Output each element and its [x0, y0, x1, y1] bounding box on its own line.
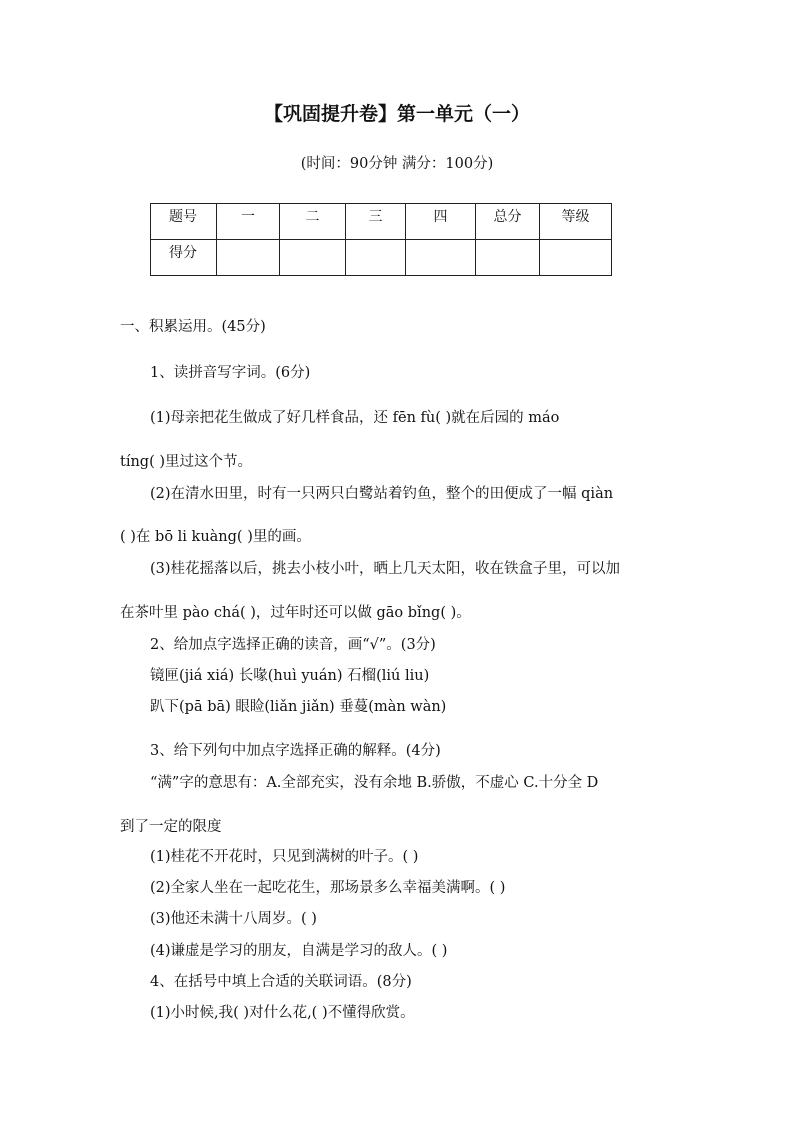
score-table-header: 一: [217, 204, 280, 240]
question-line: (2)在清水田里，时有一只两只白鹭站着钓鱼，整个的田便成了一幅 qiàn: [150, 486, 614, 502]
question-heading: 4、在括号中填上合适的关联词语。(8分): [150, 974, 412, 990]
pinyin-choice-row: 趴下(pā bā) 眼睑(liǎn jiǎn) 垂蔓(màn wàn): [150, 699, 447, 715]
score-table-header: 等级: [540, 204, 612, 240]
section-heading: 一、积累运用。(45分): [120, 319, 266, 335]
question-item: (4)谦虚是学习的朋友，自满是学习的敌人。( ): [150, 943, 448, 959]
score-cell[interactable]: [476, 240, 540, 276]
question-item: (2)全家人坐在一起吃花生，那场景多么幸福美满啊。( ): [150, 880, 506, 896]
score-cell[interactable]: [540, 240, 612, 276]
question-line: 在茶叶里 pào chá( )，过年时还可以做 gāo bǐng( )。: [120, 605, 471, 621]
score-table-header: 三: [346, 204, 406, 240]
score-cell[interactable]: [280, 240, 346, 276]
question-line: 到了一定的限度: [120, 819, 222, 835]
score-cell[interactable]: [406, 240, 476, 276]
score-cell[interactable]: [346, 240, 406, 276]
score-table-header: 总分: [476, 204, 540, 240]
score-cell[interactable]: [217, 240, 280, 276]
question-line: (3)桂花摇落以后，挑去小枝小叶，晒上几天太阳，收在铁盒子里，可以加: [150, 561, 621, 577]
page-title: 【巩固提升卷】第一单元（一）: [263, 103, 530, 125]
score-table-header: 四: [406, 204, 476, 240]
question-heading: 2、给加点字选择正确的读音，画“√”。(3分): [150, 637, 436, 653]
question-line: (1)母亲把花生做成了好几样食品，还 fēn fù( )就在后园的 máo: [150, 410, 560, 426]
exam-info: (时间：90分钟 满分：100分): [300, 156, 494, 172]
score-table-header: 题号: [151, 204, 217, 240]
question-item: (1)小时候,我( )对什么花,( )不懂得欣赏。: [150, 1005, 415, 1021]
question-line: ( )在 bō li kuàng( )里的画。: [120, 529, 311, 545]
question-line: “满”字的意思有：A.全部充实，没有余地 B.骄傲，不虚心 C.十分全 D: [150, 775, 599, 791]
score-table-header-row: [151, 204, 612, 240]
question-heading: 1、读拼音写字词。(6分): [150, 365, 311, 381]
score-table: [150, 203, 612, 276]
question-heading: 3、给下列句中加点字选择正确的解释。(4分): [150, 743, 441, 759]
question-line: tíng( )里过这个节。: [120, 454, 253, 470]
score-table-header: 二: [280, 204, 346, 240]
question-item: (3)他还未满十八周岁。( ): [150, 911, 317, 927]
score-row-label: 得分: [151, 240, 217, 276]
question-item: (1)桂花不开花时，只见到满树的叶子。( ): [150, 849, 419, 865]
pinyin-choice-row: 镜匣(jiá xiá) 长喙(huì yuán) 石榴(liú liu): [150, 668, 430, 684]
score-table-score-row: [151, 240, 612, 276]
